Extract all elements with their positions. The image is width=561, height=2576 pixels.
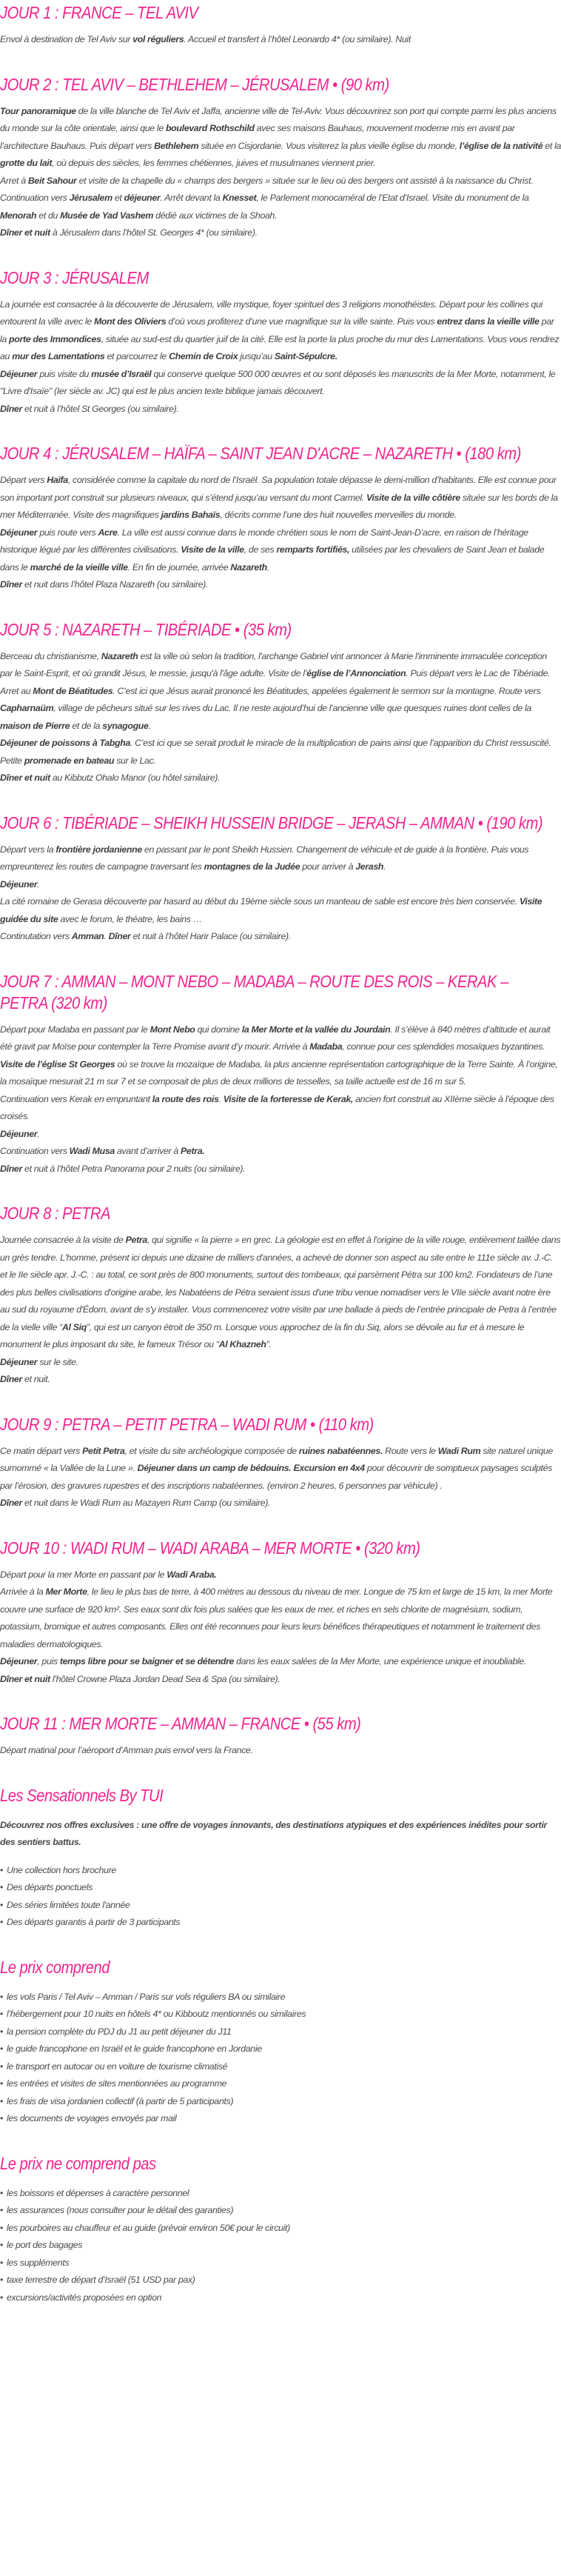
list-item: • les entrées et visites de sites mentionnées au programme <box>0 2075 561 2093</box>
highlight-text: Déjeuner <box>0 878 38 890</box>
text: utilisées par les chevaliers de Saint Jean et balade dans le <box>0 544 545 573</box>
text: sur le site. <box>37 1356 78 1367</box>
highlight-text: Déjeuner <box>0 1656 38 1666</box>
day-paragraph <box>0 735 561 770</box>
text: La cité romaine de Gerasa découverte par hasard au début du 19ème siècle sous un manteau de sable est encore très bien conservée. <box>0 896 520 907</box>
day-paragraph <box>0 1566 561 1584</box>
highlight-text: grotte du lait <box>0 158 53 168</box>
text: Départ pour la mer Morte en passant par le <box>0 1569 167 1580</box>
highlight-text: jardins Bahaïs <box>161 510 221 520</box>
day-title: JOUR 7 : AMMAN – MONT NEBO – MADABA – ROUTE DES ROIS – KERAK – PETRA (320 km) <box>0 971 508 1012</box>
text: . Accueil et transfert à l’hôtel Leonardo 4* (ou similaire). Nuit <box>184 34 411 44</box>
text: , puis <box>37 1656 60 1666</box>
day-title: JOUR 8 : PETRA <box>0 1204 110 1223</box>
day-paragraph <box>0 1742 561 1760</box>
highlight-text: l’église de la nativité <box>459 140 543 151</box>
text: Envol à destination de Tel Aviv sur <box>0 34 133 44</box>
day-paragraph <box>0 1126 561 1144</box>
section-prix-ne-comprend-pas <box>0 2153 561 2307</box>
text: et nuit à l’hôtel Petra Panorama pour 2 nuits (ou similaire). <box>21 1163 246 1174</box>
section-prix-comprend <box>0 1957 561 2128</box>
highlight-text: Saint-Sépulcre. <box>274 351 337 361</box>
highlight-text: Acre <box>98 527 118 538</box>
text: Départ pour Madaba en passant par le <box>0 1024 150 1035</box>
highlight-text: Capharnaüm <box>0 703 54 713</box>
day-description <box>0 648 561 787</box>
day-title: JOUR 3 : JÉRUSALEM <box>0 267 149 287</box>
list-item: • la pension complète du PDJ du J1 au petit déjeuner du J11 <box>0 2023 561 2041</box>
day-description <box>0 1232 561 1389</box>
text: ”, qui est un canyon étroit de 350 m. Lorsque vous approchez de la fin du Siq, alors se dévoile au fur et à mesure le monument le plus imposant du site, le fameux Trésor ou “ <box>0 1321 525 1349</box>
day-title: JOUR 9 : PETRA – PETIT PETRA – WADI RUM • (110 km) <box>0 1414 374 1434</box>
day-section-10 <box>0 1538 561 1689</box>
list-item: • l’hébergement pour 10 nuits en hôtels 4* ou Kibboutz mentionnés ou similaires <box>0 2006 561 2023</box>
day-paragraph <box>0 1354 561 1372</box>
text: et <box>112 193 124 203</box>
highlight-text: montagnes de la Judée <box>204 861 300 872</box>
text: Départ matinal pour l’aéroport d’Amman puis envol vers la France. <box>0 1745 253 1755</box>
day-paragraph <box>0 524 561 577</box>
text: , de ses <box>243 544 277 555</box>
day-section-3 <box>0 267 561 418</box>
day-title: JOUR 4 : JÉRUSALEM – HAÏFA – SAINT JEAN D'ACRE – NAZARETH • (180 km) <box>0 444 521 463</box>
text: et nuit à l’hôtel St Georges (ou similaire). <box>21 403 179 414</box>
text: . C’est ici que se serait produit le miracle de la multiplication de pains ainsi que l’apparition du Christ ressuscité. Petite <box>0 738 551 766</box>
highlight-text: temps libre pour se baigner et se détendre <box>59 1656 235 1666</box>
day-description <box>0 1443 561 1512</box>
highlight-text: Visite de la ville côtière <box>366 492 460 503</box>
list-item: • Des séries limitées toute l'année <box>0 1897 561 1915</box>
highlight-text: Dîner <box>0 1498 22 1508</box>
day-paragraph <box>0 648 561 735</box>
text: , village de pêcheurs situé sur les rives du Lac. Il ne reste aujourd’hui de l’ancienne ville que quesques ruines dont celles de la <box>53 703 531 713</box>
day-paragraph <box>0 1495 561 1512</box>
highlight-text: Menorah <box>0 210 37 221</box>
text: Continuation vers <box>0 193 70 203</box>
text: pour découvrir de somptueux paysages sculptés par l’érosion, des gravures rupestres et des inscriptions nabatéennes. (environ 2 heures, 6 personnes par véhicule) . <box>0 1463 553 1491</box>
highlight-text: Déjeuner <box>0 527 38 538</box>
list-item: • les assurances (nous consulter pour le détail des garanties) <box>0 2202 561 2220</box>
day-description <box>0 296 561 418</box>
highlight-text: Déjeuner dans un camp de bédouins. Excursion en 4x4 <box>137 1463 365 1473</box>
highlight-text: la route des rois <box>152 1093 219 1104</box>
text: avec ses maisons Bauhaus, mouvement moderne mis en avant par l’architecture Bauhaus. Puis départ vers <box>0 123 515 151</box>
list-item: • les documents de voyages envoyés par mail <box>0 2110 561 2128</box>
highlight-text: porte des Immondices <box>9 333 101 344</box>
list-item: • les pourboires au chauffeur et au guide (prévoir environ 50€ pour le circuit) <box>0 2220 561 2238</box>
text: , où depuis des siècles, les femmes chétiennes, juives et musulmanes viennent prier. <box>52 158 376 168</box>
day-paragraph <box>0 472 561 524</box>
text: et nuit à l’hôtel Harir Palace (ou similaire). <box>130 931 291 941</box>
day-paragraph <box>0 224 561 242</box>
day-title: JOUR 2 : TEL AVIV – BETHLEHEM – JÉRUSALEM • (90 km) <box>0 74 389 94</box>
highlight-text: Madaba <box>309 1041 343 1052</box>
list-item: • taxe terrestre de départ d’Israël (51 USD par pax) <box>0 2272 561 2289</box>
text: Départ vers <box>0 475 47 485</box>
text: , et visite du site archéologique composée de <box>124 1445 299 1456</box>
day-paragraph <box>0 1584 561 1653</box>
list-item: • les suppléments <box>0 2255 561 2272</box>
sensationnels-title: Les Sensationnels By TUI <box>0 1785 164 1805</box>
day-paragraph <box>0 1161 561 1178</box>
highlight-text: frontière jordanienne <box>56 844 142 855</box>
text: jusqu’au <box>238 351 275 361</box>
text: et visite de la chapelle du « champs des bergers » située sur le lieu où des bergers ont assisté à la naissance du Christ. <box>76 175 534 186</box>
highlight-text: Haïfa <box>47 475 68 485</box>
sensationnels-list <box>0 1862 561 1932</box>
text: et nuit dans le Wadi Rum au Mazayen Rum Camp (ou similaire). <box>21 1498 271 1508</box>
day-title: JOUR 5 : NAZARETH – TIBÉRIADE • (35 km) <box>0 619 292 639</box>
day-paragraph <box>0 31 561 49</box>
text: Journée consacrée à la visite de <box>0 1235 126 1245</box>
highlight-text: Amman <box>71 931 104 941</box>
highlight-text: Wadi Rum <box>437 1445 481 1456</box>
highlight-text: boulevard Rothschild <box>165 123 255 133</box>
text: avec le forum, le théatre, les bains … <box>58 913 202 924</box>
day-paragraph <box>0 173 561 190</box>
day-title: JOUR 1 : FRANCE – TEL AVIV <box>0 3 198 22</box>
list-item: • les vols Paris / Tel Aviv – Amman / Paris sur vols réguliers BA ou similaire <box>0 1989 561 2006</box>
text: Route vers le <box>383 1445 438 1456</box>
highlight-text: ruines nabatéennes. <box>298 1445 383 1456</box>
day-paragraph <box>0 1021 561 1091</box>
text: qui conserve quelque 500 000 œuvres et ou sont déposés les manuscrits de la Mer Morte, notamment, le "Livre d'Isaïe" (Ier siècle av. JC) qui est le plus ancien texte biblique jamais découvert. <box>0 368 556 396</box>
day-section-5 <box>0 619 561 787</box>
highlight-text: Wadi Araba. <box>167 1569 217 1580</box>
text: . Puis départ vers le Lac de Tibériade. Arret au <box>0 668 551 696</box>
text: de la ville blanche de Tel Aviv et Jaffa, ancienne ville de Tel-Aviv. Vous découvrirez son port qui compte parmi les plus anciens du monde sur la côte orientale, ainsi que le <box>0 105 557 133</box>
text: et du <box>36 210 61 221</box>
highlight-text: Musée de Yad Vashem <box>60 210 153 221</box>
text: puis route vers <box>37 527 98 538</box>
day-paragraph <box>0 103 561 173</box>
day-section-7 <box>0 971 561 1178</box>
day-paragraph <box>0 1653 561 1671</box>
list-item: • le port des bagages <box>0 2237 561 2255</box>
highlight-text: Visite de l’église St Georges <box>0 1058 115 1070</box>
highlight-text: Petit Petra <box>82 1445 125 1456</box>
text: Arrivée à la <box>0 1586 46 1597</box>
highlight-text: Beit Sahour <box>27 175 77 186</box>
text: , le lieu le plus bas de terre, à 400 mètres au dessous du niveau de mer. Longue de 75 km et large de 15 km, la mer Morte couvre une surface de 920 km². Ses eaux sont dix fois plus salées que les eaux de mer, et riches en sels chlorite de magnésium, sodium, potassium, bromique et autres composants. Elles ont été reconnues pour leurs leurs bénéfices thérapeutiques et notamment le traitement des maladies dermatologiques. <box>0 1586 553 1649</box>
section-sensationnels <box>0 1785 561 1932</box>
text: , qui signifie « la pierre » en grec. La géologie est en effet à l'origine de la ville rouge, entièrement taillée dans un grès tendre. L'homme, présent ici depuis une dizaine de milliers d'années, a achevé de donner son aspect au site entre le 111e siècle av. J.-C. et le IIe siècle apr. J.-C. : au total, ce sont près de 800 monuments, surtout des tombeaux, qui parsèment Pétra sur 100 km2. Fondateurs de l’une des plus belles civilisations d'origine arabe, les Nabatéens de Pétra seraient issus d'une tribu venue nomadiser vers le VIIe siècle avant notre ère au sud du royaume d'Édom, avant de s'y installer. Vous commencerez votre visite par une ballade à pieds de l’entrée principale de Petra à l’entrée de la vielle ville “ <box>0 1235 561 1332</box>
day-section-1 <box>0 0 561 49</box>
day-title: JOUR 6 : TIBÉRIADE – SHEIKH HUSSEIN BRIDGE – JERASH – AMMAN • (190 km) <box>0 812 543 832</box>
highlight-text: Dîner <box>0 1163 22 1174</box>
text: sur le Lac. <box>114 755 156 766</box>
highlight-text: Déjeuner <box>0 1356 38 1367</box>
text: Ce matin départ vers <box>0 1445 83 1456</box>
day-paragraph <box>0 770 561 787</box>
text: . <box>104 931 109 941</box>
day-section-2 <box>0 74 561 242</box>
text: . C’est ici que Jésus aurait prononcé les Béatitudes, appelées également le sermon sur la montagne. Route vers <box>112 685 541 696</box>
highlight-text: Dîner <box>0 579 22 590</box>
day-paragraph <box>0 401 561 418</box>
text: est la ville où selon la tradition, l'archange Gabriel vint annoncer à Marie l'imminente immaculée conception par le Saint-Esprit, et où grandit Jésus, le messie, jusqu'à l'âge adulte. Visite de l’ <box>0 650 547 678</box>
list-item: • Des départs garantis à partir de 3 participants <box>0 1914 561 1932</box>
day-description <box>0 1021 561 1178</box>
text: . La ville est aussi connue dans le monde chrétien sous le nom de Saint-Jean-D’acre, en raison de l’héritage historique légué par les différentes civilisations. <box>0 527 528 555</box>
text: située en Cisjordanie. Vous visiterez la plus vieille église du monde, <box>198 140 460 151</box>
day-title: JOUR 11 : MER MORTE – AMMAN – FRANCE • (55 km) <box>0 1714 361 1733</box>
list-item: • les frais de visa jordanien collectif (à partir de 5 participants) <box>0 2093 561 2111</box>
text: , considérée comme la capitale du nord de l’Israël. Sa population totale dépasse le demi-million d’habitants. Elle est connue pour son important port construit sur plusieurs niveaux, qui s’étend jusqu’au versant du mont Carmel. <box>0 475 557 503</box>
text: située sur les bords de la mer Méditerranée. Visite des magnifiques <box>0 492 558 520</box>
text: ancien fort construit au XIIème siècle à l’époque des croisés. <box>0 1093 554 1121</box>
day-section-6 <box>0 812 561 946</box>
highlight-text: Al Siq <box>61 1321 87 1332</box>
prix-ne-comprend-pas-list <box>0 2185 561 2307</box>
highlight-text: musée d’Israël <box>91 368 152 379</box>
text: . <box>148 720 151 731</box>
day-paragraph <box>0 1443 561 1495</box>
day-paragraph <box>0 190 561 224</box>
text: puis visite du <box>37 368 92 379</box>
day-paragraph <box>0 1671 561 1689</box>
day-paragraph <box>0 366 561 401</box>
highlight-text: Knesset <box>222 193 257 203</box>
highlight-text: Dîner et nuit <box>0 227 50 238</box>
sensationnels-intro: Découvrez nos offres exclusives : une offre de voyages innovants, des destinations atypiques et des expériences inédites pour sortir des sentiers battus. <box>0 1819 548 1847</box>
highlight-text: la Mer Morte et la vallée du Jourdain <box>241 1024 391 1035</box>
text: et nuit dans l’hôtel Plaza Nazareth (ou similaire). <box>21 579 209 590</box>
text: et la <box>542 140 561 151</box>
text: à Jérusalem dans l’hôtel St. Georges 4* (ou similaire). <box>50 227 258 238</box>
day-paragraph <box>0 928 561 946</box>
day-description <box>0 841 561 946</box>
day-description <box>0 1742 561 1760</box>
text: . <box>266 561 269 573</box>
day-paragraph <box>0 893 561 928</box>
day-section-9 <box>0 1414 561 1512</box>
highlight-text: Al Khazneh <box>218 1339 266 1349</box>
text: Continuation vers Kerak en empruntant <box>0 1093 152 1104</box>
prix-comprend-list <box>0 1989 561 2128</box>
prix-ne-comprend-pas-title: Le prix ne comprend pas <box>0 2153 156 2173</box>
day-title: JOUR 10 : WADI RUM – WADI ARABA – MER MORTE • (320 km) <box>0 1538 420 1558</box>
highlight-text: Jerash <box>355 861 384 872</box>
highlight-text: Bethlehem <box>154 140 199 151</box>
text: , connue pour ces splendides mosaïques byzantines. <box>342 1041 545 1052</box>
day-paragraph <box>0 876 561 894</box>
day-description <box>0 31 561 49</box>
highlight-text: Mont de Béatitudes <box>33 685 113 696</box>
highlight-text: Dîner et nuit <box>0 1673 50 1684</box>
highlight-text: Dîner <box>0 403 22 414</box>
highlight-text: Petra. <box>181 1146 205 1156</box>
highlight-text: Nazareth <box>101 650 138 661</box>
highlight-text: Mer Morte <box>45 1586 87 1597</box>
text: La journée est consacrée à la découverte de Jérusalem, ville mystique, foyer spirituel des 3 religions monothéistes. Départ pour les collines qui entourent la ville avec le <box>0 298 543 327</box>
day-paragraph <box>0 1371 561 1389</box>
highlight-text: déjeuner <box>124 193 161 203</box>
text: Continutation vers <box>0 931 72 941</box>
text: . <box>383 861 386 872</box>
highlight-text: synagogue <box>102 720 149 731</box>
highlight-text: Visite guidée du site <box>0 896 542 924</box>
text: Arret à <box>0 175 28 186</box>
text: Départ vers la <box>0 844 56 855</box>
list-item: • Une collection hors brochure <box>0 1862 561 1880</box>
highlight-text: Mont Nebo <box>150 1024 195 1035</box>
day-paragraph <box>0 1143 561 1161</box>
highlight-text: Déjeuner <box>0 1128 38 1139</box>
text: pour arriver à <box>300 861 356 872</box>
highlight-text: Wadi Musa <box>69 1146 115 1156</box>
day-paragraph <box>0 841 561 876</box>
text: ”. <box>266 1339 272 1349</box>
day-section-4 <box>0 443 561 594</box>
day-description <box>0 472 561 594</box>
text: en passant par le pont Sheikh Hussien. Changement de véhicule et de guide à la frontière. Puis vous empreunterez les routes de campagne traversant les <box>0 844 529 872</box>
highlight-text: vol réguliers <box>132 34 184 44</box>
text: . <box>37 878 40 890</box>
highlight-text: Chemin de Croix <box>169 351 238 361</box>
text: l’hôtel Crowne Plaza Jordan Dead Sea & Spa (ou similaire). <box>50 1673 280 1684</box>
day-paragraph <box>0 1232 561 1354</box>
text: . En fin de journée, arrivée <box>127 561 231 573</box>
text: et de la <box>70 720 103 731</box>
text: qui domine <box>195 1024 242 1035</box>
text: d’où vous profiterez d’une vue magnifique sur la ville sainte. Puis vous <box>166 316 437 327</box>
text: et nuit. <box>21 1374 50 1384</box>
day-description <box>0 103 561 242</box>
highlight-text: Dîner et nuit <box>0 773 50 783</box>
text: dédié aux victimes de la Shoah. <box>153 210 278 221</box>
text: site naturel unique surnommé « la Vallée de la Lune ». <box>0 1445 553 1473</box>
highlight-text: mur des Lamentations <box>12 351 105 361</box>
highlight-text: marché de la vieille ville <box>30 561 128 573</box>
text: Berceau du christianisme, <box>0 650 101 661</box>
highlight-text: Déjeuner de poissons à Tabgha <box>0 738 130 748</box>
highlight-text: Dîner <box>0 1374 22 1384</box>
highlight-text: Visite de la ville <box>181 544 244 555</box>
text: . Il s’élève à 840 mètres d’altitude et aurait été gravit par Moïse pour contempler la Terre Promise avant d’y mourir. Arrivée à <box>0 1024 551 1052</box>
highlight-text: Dîner <box>108 931 131 941</box>
highlight-text: Tour panoramique <box>0 105 76 116</box>
text: , le Parlement monocaméral de l’Etat d’Israel. Visite du monument de la <box>256 193 529 203</box>
highlight-text: promenade en bateau <box>24 755 115 766</box>
day-paragraph <box>0 296 561 366</box>
prix-comprend-title: Le prix comprend <box>0 1957 110 1977</box>
highlight-text: Visite de la forteresse de Kerak, <box>223 1093 354 1104</box>
highlight-text: remparts fortifiés, <box>276 544 350 555</box>
highlight-text: Mont des Oliviers <box>93 316 167 327</box>
list-item: • excursions/activités proposées en option <box>0 2289 561 2307</box>
text: par la <box>0 316 554 344</box>
highlight-text: Petra <box>125 1235 147 1245</box>
highlight-text: entrez dans la vieille ville <box>437 316 540 327</box>
text: , décrits comme l’une des huit nouvelles merveilles du monde. <box>220 510 457 520</box>
text: au Kibbutz Ohalo Manor (ou hôtel similaire). <box>50 773 221 783</box>
highlight-text: Déjeuner <box>0 368 38 379</box>
day-paragraph <box>0 576 561 594</box>
highlight-text: Nazareth <box>230 561 267 573</box>
text: avant d’arriver à <box>114 1146 181 1156</box>
list-item: • le transport en autocar ou en voiture de tourisme climatisé <box>0 2058 561 2076</box>
text: . <box>218 1093 224 1104</box>
list-item: • les boissons et dépenses à caractère personnel <box>0 2185 561 2203</box>
highlight-text: Jérusalem <box>69 193 112 203</box>
highlight-text: maison de Pierre <box>0 720 70 731</box>
highlight-text: église de l’Annonciation <box>306 668 406 678</box>
text: . Arrêt devant la <box>160 193 223 203</box>
text: . <box>37 1128 40 1139</box>
day-section-8 <box>0 1203 561 1389</box>
list-item: • Des départs ponctuels <box>0 1879 561 1897</box>
text: où se trouve la mozaïque de Madaba, la plus ancienne représentation cartographique de la Terre Sainte. À l’origine, la mosaïque mesurait 21 m sur 7 et se composait de plus de deux millions de tesselles, sa taille actuelle est de 16 m sur 5. <box>0 1058 558 1087</box>
list-item: • le guide francophone en Israël et le guide francophone en Jordanie <box>0 2041 561 2058</box>
text: Continuation vers <box>0 1146 70 1156</box>
text: dans les eaux salées de la Mer Morte, une expérience unique et inoubliable. <box>234 1656 527 1666</box>
text: , située au sud-est du quartier juif de la cité. Elle est la porte la plus proche du mur des Lamentations. Vous vous rendrez au <box>0 333 560 361</box>
day-paragraph <box>0 1091 561 1126</box>
day-section-11 <box>0 1713 561 1760</box>
text: et parcourrez le <box>104 351 169 361</box>
day-description <box>0 1566 561 1689</box>
